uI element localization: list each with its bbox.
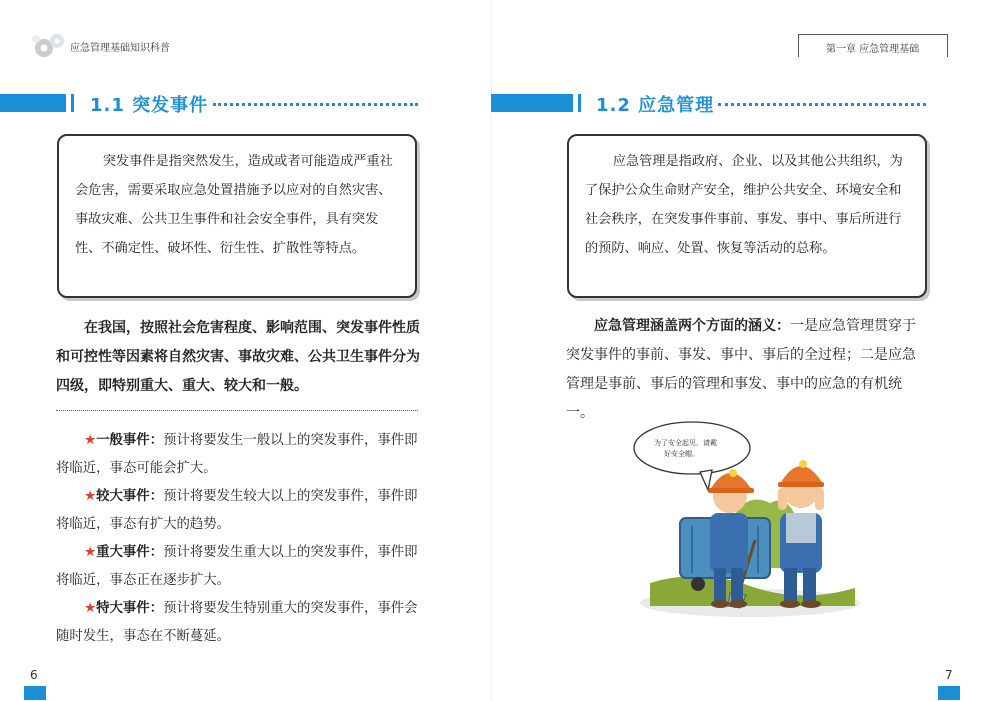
star-icon: ★	[84, 601, 97, 616]
section-number: 1.2	[596, 95, 631, 116]
level-label: 较大事件：	[96, 489, 164, 504]
level-label: 特大事件：	[96, 601, 164, 616]
scope-lead: 应急管理涵盖两个方面的涵义：	[594, 318, 790, 334]
section-heading-1-1	[90, 91, 208, 117]
scope-paragraph	[566, 312, 928, 428]
page-number-right: 7	[945, 668, 953, 682]
gear-logo-icon	[30, 30, 70, 60]
page-tab-left	[24, 686, 46, 700]
star-icon: ★	[84, 545, 97, 560]
section-dotted-rule	[213, 103, 418, 106]
section-title: 应急管理	[638, 95, 715, 116]
chapter-title: 第一章 应急管理基础	[826, 44, 920, 55]
definition-text: 突发事件是指突然发生，造成或者可能造成严重社会危害，需要采取应急处置措施予以应对的自然灾害、事故灾难、公共卫生事件和社会安全事件，具有突发性、不确定性、破坏性、衍生性、扩散性等特点。	[75, 154, 393, 256]
section-heading-1-2	[596, 91, 714, 117]
section-bar	[491, 94, 573, 112]
section-number: 1.1	[90, 95, 125, 116]
section-tick	[578, 94, 581, 112]
svg-text:为了安全起见，请戴: 为了安全起见，请戴	[654, 439, 717, 447]
scope-text: 一是应急管理贯穿于突发事件的事前、事发、事中、事后的全过程；二是应急管理是事前、事后的管理和事发、事中的应急的有机统一。	[566, 318, 916, 421]
safety-helmet-illustration	[630, 418, 860, 618]
level-label: 重大事件：	[96, 545, 164, 560]
level-text: 预计将要发生重大以上的突发事件，事件即将临近，事态正在逐步扩大。	[56, 545, 418, 588]
level-item	[56, 595, 418, 651]
section-dotted-rule	[718, 103, 926, 106]
page-tab-right	[938, 686, 960, 700]
star-icon: ★	[84, 489, 97, 504]
book-title: 应急管理基础知识科普	[70, 43, 170, 54]
level-text: 预计将要发生一般以上的突发事件，事件即将临近，事态可能会扩大。	[56, 433, 418, 476]
section-tick	[71, 94, 74, 112]
level-text: 预计将要发生特别重大的突发事件，事件会随时发生，事态在不断蔓延。	[56, 601, 418, 644]
intro-paragraph: 在我国，按照社会危害程度、影响范围、突发事件性质和可控性等因素将自然灾害、事故灾难、公共卫生事件分为四级，即特别重大、重大、较大和一般。	[56, 320, 420, 394]
page-number-left: 6	[30, 668, 38, 682]
dotted-separator	[56, 410, 418, 411]
level-text: 预计将要发生较大以上的突发事件，事件即将临近，事态有扩大的趋势。	[56, 489, 418, 532]
section-title: 突发事件	[132, 95, 209, 116]
section-bar	[0, 94, 66, 112]
level-item	[56, 427, 418, 483]
definition-text: 应急管理是指政府、企业、以及其他公共组织，为了保护公众生命财产安全，维护公共安全、环境安全和社会秩序，在突发事件事前、事发、事中、事后所进行的预防、响应、处置、恢复等活动的总称。	[585, 154, 903, 256]
star-icon: ★	[84, 433, 97, 448]
level-label: 一般事件：	[96, 433, 164, 448]
svg-text:好安全帽。: 好安全帽。	[664, 450, 699, 458]
level-item	[56, 483, 418, 539]
level-item	[56, 539, 418, 595]
